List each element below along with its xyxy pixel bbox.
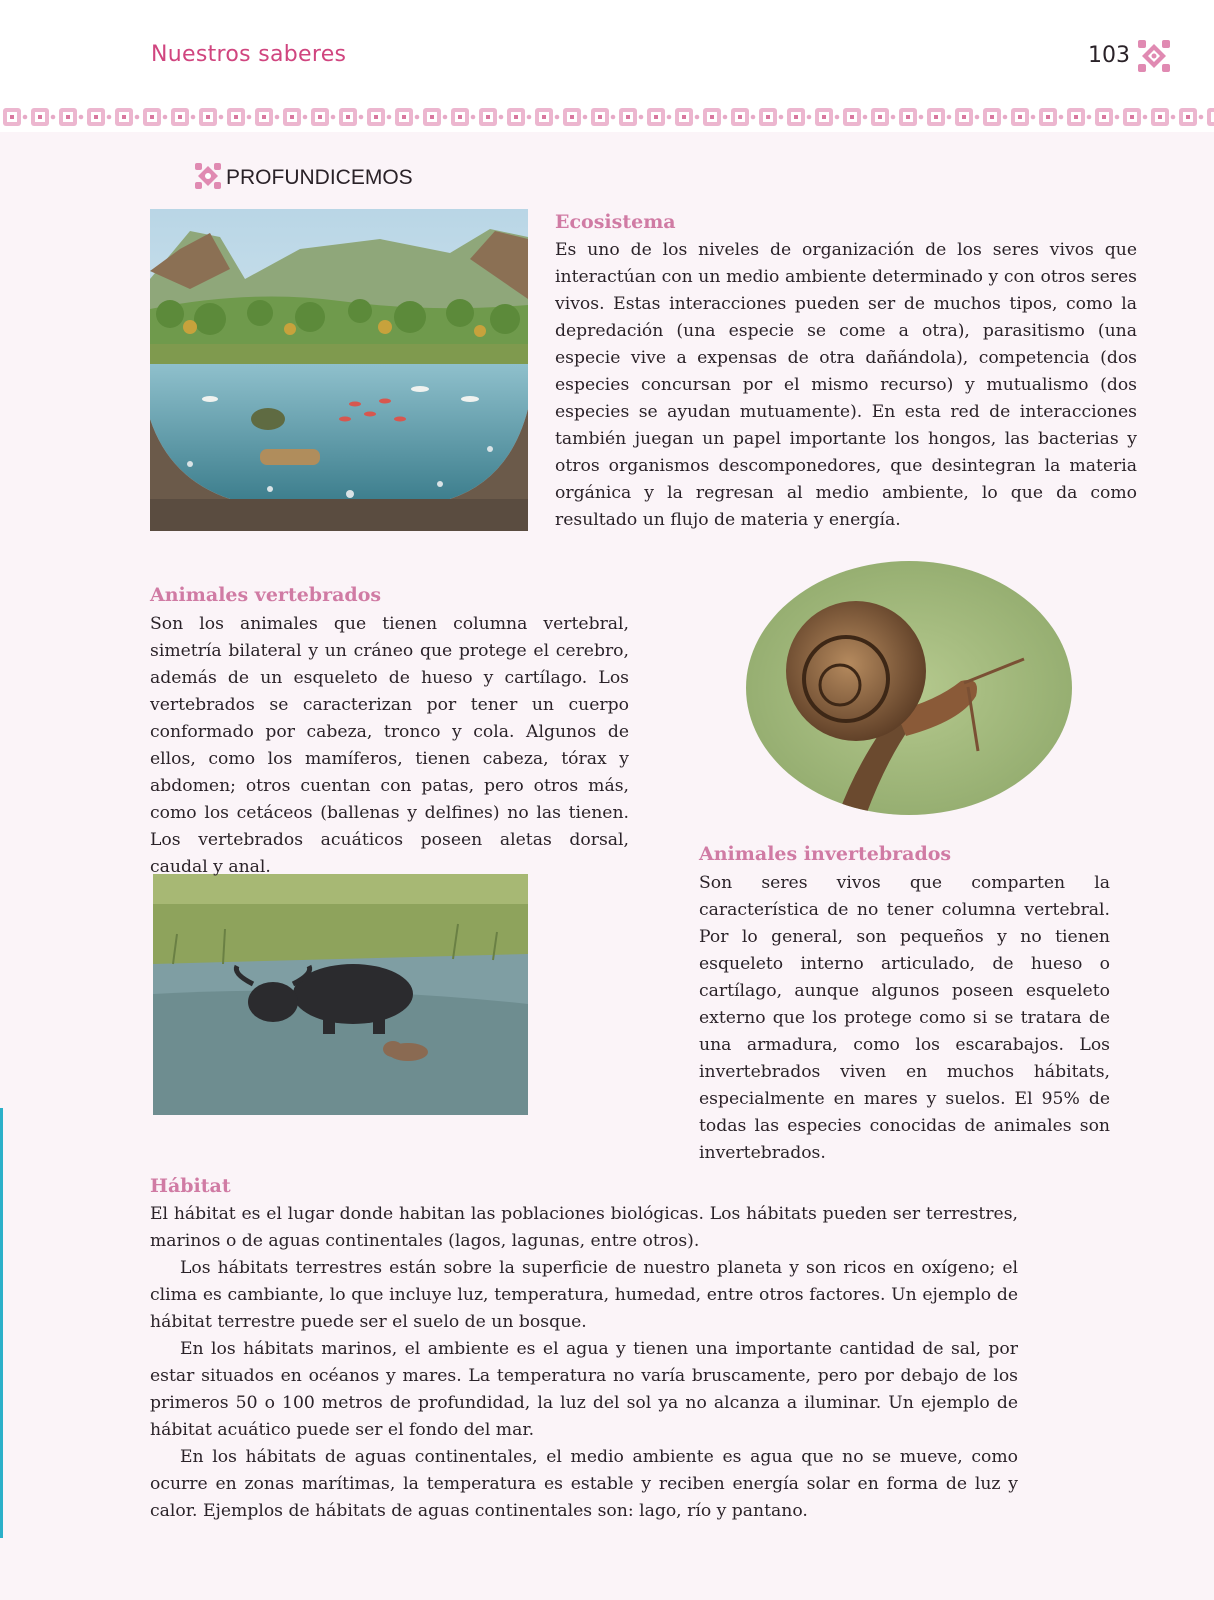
heading-vertebrados: Animales vertebrados [150,584,382,606]
page-number: 103 [1088,43,1130,68]
habitat-paragraph-3: En los hábitats marinos, el ambiente es el agua y tienen una importante cantidad de sal, por estar situados en océanos y mares. La temperatura no varía bruscamente, pero por debajo de los primeros 50 o 100 metros de profundidad, la luz del sol ya no alcanza a iluminar. Un ejemplo de hábitat acuático puede ser el fondo del mar. [150,1339,1018,1440]
section-glyph-icon [194,162,222,190]
section-title: PROFUNDICEMOS [226,166,413,189]
heading-ecosistema: Ecosistema [555,211,676,233]
habitat-paragraph-4: En los hábitats de aguas continentales, el medio ambiente es agua que no se mueve, como ocurre en zonas marítimas, la temperatura es estable y reciben energía solar en forma de luz y calor. Ejemplos de hábitats de aguas continentales son: lago, río y pantano. [150,1447,1018,1521]
ornament-glyph-icon [1136,38,1172,74]
habitat-paragraph-1: El hábitat es el lugar donde habitan las poblaciones biológicas. Los hábitats pueden ser terrestres, marinos o de aguas continentales (lagos, lagunas, entre otros). [150,1204,1018,1251]
heading-habitat: Hábitat [150,1175,231,1197]
invertebrados-paragraph: Son seres vivos que comparten la característica de no tener columna vertebral. Por lo general, son pequeños y no tienen esqueleto interno articulado, de hueso o cartílago, aunque algunos poseen esqueleto externo que los protege como si se tratara de una armadura, como los escarabajos. Los invertebrados viven en muchos hábitats, especialmente en mares y suelos. El 95% de todas las especies conocidas de animales son invertebrados. [699,873,1110,1163]
heading-invertebrados: Animales invertebrados [699,843,952,865]
header-title: Nuestros saberes [151,42,347,67]
decorative-border [0,102,1214,132]
habitat-body [150,1201,1018,1525]
ecosistema-paragraph: Es uno de los niveles de organización de los seres vivos que interactúan con un medio ambiente determinado y con otros seres vivos. Estas interacciones pueden ser de muchos tipos, como la depredación (una especie se come a otra), parasitismo (una especie vive a expensas de otra dañándola), competencia (dos especies concursan por el mismo recurso) y mutualismo (dos especies se ayudan mutuamente). En esta red de interacciones también juegan un papel importante los hongos, las bacterias y otros organismos descomponedores, que desintegran la materia orgánica y la regresan al medio ambiente, lo que da como resultado un flujo de materia y energía. [555,240,1137,530]
margin-rule [0,1108,3,1538]
ecosystem-illustration [150,209,528,531]
water-buffalo-photo [153,874,528,1115]
vertebrados-paragraph: Son los animales que tienen columna vertebral, simetría bilateral y un cráneo que protege el cerebro, además de un esqueleto de hueso y cartílago. Los vertebrados se caracterizan por tener un cuerpo conformado por cabeza, tronco y cola. Algunos de ellos, como los mamíferos, tienen cabeza, tórax y abdomen; otros cuentan con patas, pero otros más, como los cetáceos (ballenas y delfines) no las tienen. Los vertebrados acuáticos poseen aletas dorsal, caudal y anal. [150,614,629,877]
snail-photo [746,561,1072,815]
habitat-paragraph-2: Los hábitats terrestres están sobre la superficie de nuestro planeta y son ricos en oxígeno; el clima es cambiante, lo que incluye luz, temperatura, humedad, entre otros factores. Un ejemplo de hábitat terrestre puede ser el suelo de un bosque. [150,1258,1018,1332]
